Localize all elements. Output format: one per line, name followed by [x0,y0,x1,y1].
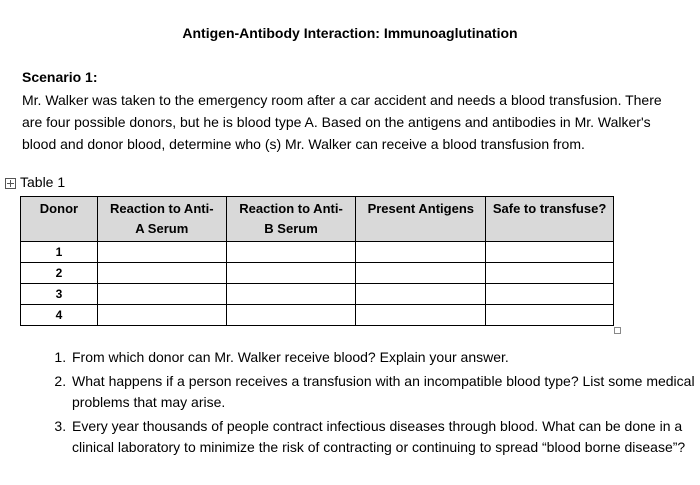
question-item: 3. Every year thousands of people contract infectious diseases through blood. What can be done in a clinical laboratory to minimize the risk of contracting or continuing to spread “blood borne disease”? [70,416,700,458]
anti-a-cell[interactable] [97,305,226,326]
document-title: Antigen-Antibody Interaction: Immunoaglutination [182,25,518,41]
antigens-cell[interactable] [356,242,486,263]
donor-cell: 2 [21,263,98,284]
anti-b-cell[interactable] [226,284,356,305]
donor-cell: 1 [21,242,98,263]
antigens-cell[interactable] [356,263,486,284]
table-header-row [21,197,614,242]
anti-b-cell[interactable] [226,242,356,263]
table-caption: Table 1 [20,174,66,190]
header-safe-label: Safe to transfuse? [492,201,607,216]
donor-table [20,196,614,326]
anti-a-cell[interactable] [97,242,226,263]
header-anti-a-line2: A Serum [135,221,189,236]
safe-cell[interactable] [486,284,614,305]
header-anti-a [97,197,226,242]
anti-a-cell[interactable] [97,263,226,284]
header-anti-b-line1: Reaction to Anti- [239,201,343,216]
header-present-antigens [356,197,486,242]
table-row [21,263,614,284]
scenario-text: Mr. Walker was taken to the emergency room after a car accident and needs a blood transfusion. There are four possible donors, but he is blood type A. Based on the antigens and antibodies in Mr. Walker's blood and donor blood, determine who (s) Mr. Walker can receive a blood transfusion from. [22,92,662,152]
table-row [21,305,614,326]
header-donor-label: Donor [39,201,79,216]
anti-b-cell[interactable] [226,263,356,284]
header-donor [21,197,98,242]
header-antigens-label: Present Antigens [367,201,474,216]
question-list [46,347,700,461]
table-row [21,284,614,305]
question-item: 2. What happens if a person receives a transfusion with an incompatible blood type? List some medical problems that may arise. [70,371,700,413]
header-safe [486,197,614,242]
donor-cell: 4 [21,305,98,326]
safe-cell[interactable] [486,305,614,326]
safe-cell[interactable] [486,242,614,263]
anti-a-cell[interactable] [97,284,226,305]
header-anti-a-line1: Reaction to Anti- [110,201,214,216]
question-item: 1. From which donor can Mr. Walker receive blood? Explain your answer. [70,347,700,368]
scenario-heading: Scenario 1: [22,69,98,85]
table-resize-handle-icon[interactable] [614,327,621,334]
anti-b-cell[interactable] [226,305,356,326]
antigens-cell[interactable] [356,284,486,305]
header-anti-b [226,197,356,242]
table-row [21,242,614,263]
antigens-cell[interactable] [356,305,486,326]
table-move-handle-icon[interactable] [5,178,16,189]
safe-cell[interactable] [486,263,614,284]
donor-cell: 3 [21,284,98,305]
header-anti-b-line2: B Serum [264,221,318,236]
